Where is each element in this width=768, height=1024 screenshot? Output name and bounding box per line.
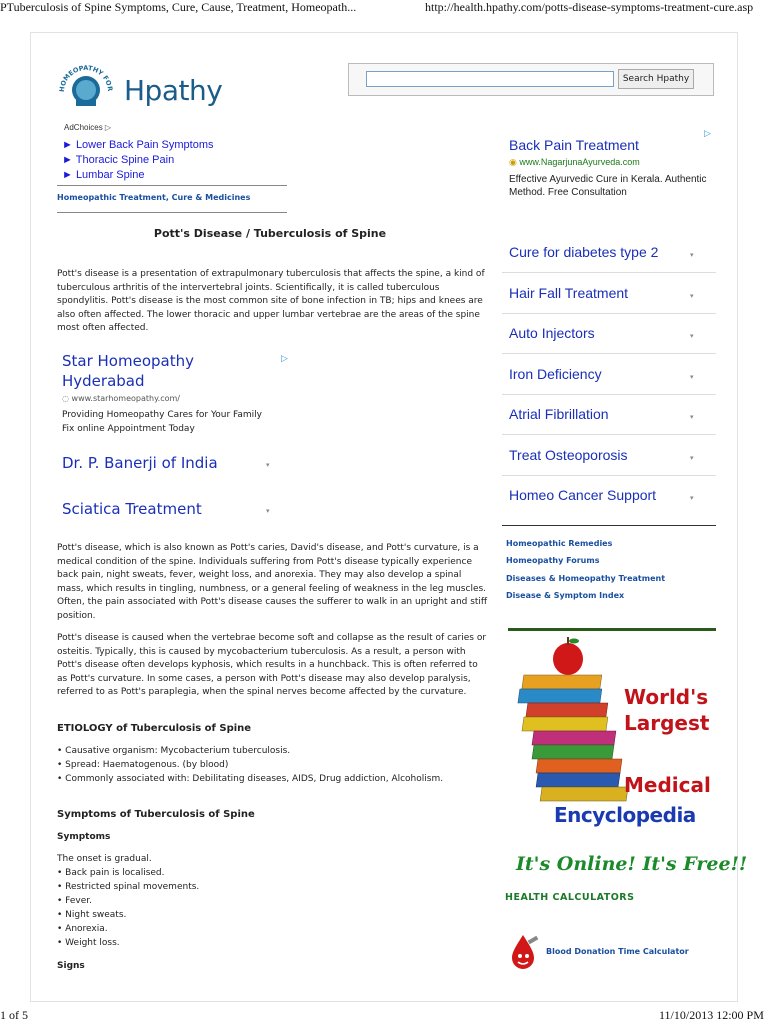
onset-text: The onset is gradual. bbox=[57, 854, 152, 864]
page-title: Pott's Disease / Tuberculosis of Spine bbox=[153, 227, 387, 240]
list-item: • Fever. bbox=[57, 896, 92, 906]
divider bbox=[502, 525, 716, 526]
search-input[interactable] bbox=[366, 71, 614, 87]
adchoices-icon[interactable]: ▷ bbox=[704, 129, 711, 139]
ad-title-back-pain-treatment[interactable]: Back Pain Treatment bbox=[509, 137, 639, 153]
etiology-heading: ETIOLOGY of Tuberculosis of Spine bbox=[57, 723, 252, 734]
blood-drop-icon bbox=[504, 932, 542, 974]
print-timestamp: 11/10/2013 12:00 PM bbox=[659, 1008, 764, 1022]
list-item: • Restricted spinal movements. bbox=[57, 882, 200, 892]
adchoices-icon: ▷ bbox=[104, 123, 112, 132]
list-item: • Back pain is localised. bbox=[57, 868, 165, 878]
signs-subheading: Signs bbox=[57, 961, 85, 971]
ad-link-iron-deficiency[interactable]: Iron Deficiency bbox=[509, 366, 602, 382]
ad-url[interactable]: ◌ www.starhomeopathy.com/ bbox=[62, 394, 181, 403]
adchoices-label[interactable]: AdChoices ▷ bbox=[64, 123, 112, 132]
ad-link-hair-fall[interactable]: Hair Fall Treatment bbox=[509, 285, 629, 301]
globe-icon: ◉ bbox=[509, 157, 517, 167]
chevron-down-icon: ▾ bbox=[690, 251, 694, 259]
ad-description: Effective Ayurvedic Cure in Kerala. Authentic Method. Free Consultation bbox=[509, 174, 707, 198]
adchoices-icon[interactable]: ▷ bbox=[281, 354, 288, 364]
nav-diseases-treatment[interactable]: Diseases & Homeopathy Treatment bbox=[506, 574, 666, 583]
ad-link-dr-banerji[interactable]: Dr. P. Banerji of India bbox=[62, 454, 218, 472]
article-paragraph: Pott's disease, which is also known as Pott's caries, David's disease, and Pott's curvature, is a medical condition of the spine. Individuals suffering from Pott's disease typically experience back pain, night sweats, fever, weight loss, and anorexia. They may also develop a spinal mass, which results in tingling, numbness, or a general feeling of weakness in the leg muscles. Often, the pain associated with Pott's disease causes the sufferer to walk in an upright and stiff position. bbox=[57, 543, 488, 621]
blood-donation-calculator-link[interactable]: Blood Donation Time Calculator bbox=[546, 947, 689, 956]
encyclopedia-line1: World's bbox=[624, 685, 709, 709]
nav-homeopathic-remedies[interactable]: Homeopathic Remedies bbox=[506, 539, 613, 548]
list-item: • Causative organism: Mycobacterium tuberculosis. bbox=[57, 746, 291, 756]
encyclopedia-banner[interactable] bbox=[508, 628, 748, 886]
ad-link-osteoporosis[interactable]: Treat Osteoporosis bbox=[509, 447, 628, 463]
ad-link-sciatica[interactable]: Sciatica Treatment bbox=[62, 500, 202, 518]
list-item: • Commonly associated with: Debilitating diseases, AIDS, Drug addiction, Alcoholism. bbox=[57, 774, 444, 784]
ad-link-lumbar-spine[interactable]: ► Lumbar Spine bbox=[62, 169, 145, 181]
book-stack-icon bbox=[508, 631, 716, 886]
chevron-down-icon: ▾ bbox=[690, 332, 694, 340]
article-paragraph: Pott's disease is a presentation of extrapulmonary tuberculosis that affects the spine, a kind of tuberculous arthritis of the intervertebral joints. Scientifically, it is called tuberculous spondylitis. Pott's disease is the most common site of bone infection in TB; hips and knees are also often affected. The lower thoracic and upper lumbar vertebrae are the areas of the spine most often affected. bbox=[57, 269, 485, 334]
chevron-down-icon: ▾ bbox=[690, 454, 694, 462]
ad-link-diabetes[interactable]: Cure for diabetes type 2 bbox=[509, 244, 659, 260]
article-paragraph: Pott's disease is caused when the vertebrae become soft and collapse as the result of caries or osteitis. Typically, this is caused by mycobacterium tuberculosis. As a result, a person with Pott's disease often develops kyphosis, which results in a hunchback. This is often referred to as Pott's curvature. In some cases, a person with Pott's disease may also develop paralysis, referred to as Pott's paraplegia, when the spinal nerves become affected by the curvature. bbox=[57, 633, 487, 698]
ad-link-auto-injectors[interactable]: Auto Injectors bbox=[509, 325, 595, 341]
ad-title-hyderabad[interactable]: Hyderabad bbox=[62, 372, 145, 390]
search-button[interactable]: Search Hpathy bbox=[618, 69, 694, 89]
ad-url[interactable]: ◉ www.NagarjunaAyurveda.com bbox=[509, 157, 640, 167]
chevron-down-icon: ▾ bbox=[690, 373, 694, 381]
symptoms-heading: Symptoms of Tuberculosis of Spine bbox=[57, 809, 255, 820]
encyclopedia-line4: Encyclopedia bbox=[554, 803, 696, 827]
divider bbox=[57, 185, 287, 186]
hpathy-logo-emblem[interactable] bbox=[54, 58, 118, 114]
chevron-down-icon: ▾ bbox=[690, 413, 694, 421]
breadcrumb[interactable]: Homeopathic Treatment, Cure & Medicines bbox=[57, 193, 251, 202]
ad-link-cancer-support[interactable]: Homeo Cancer Support bbox=[509, 487, 657, 503]
encyclopedia-line3: Medical bbox=[624, 773, 711, 797]
chevron-down-icon: ▾ bbox=[690, 292, 694, 300]
print-page-count: 1 of 5 bbox=[0, 1008, 28, 1022]
divider bbox=[57, 212, 287, 213]
nav-homeopathy-forums[interactable]: Homeopathy Forums bbox=[506, 556, 600, 565]
globe-icon: ◌ bbox=[62, 394, 69, 403]
ad-description: Providing Homeopathy Cares for Your Family Fix online Appointment Today bbox=[62, 410, 262, 434]
encyclopedia-tagline: It's Online! It's Free!! bbox=[516, 853, 748, 875]
chevron-down-icon: ▾ bbox=[266, 507, 270, 515]
print-page-title: PTuberculosis of Spine Symptoms, Cure, Cause, Treatment, Homeopath... bbox=[0, 0, 357, 14]
list-item: • Anorexia. bbox=[57, 924, 108, 934]
encyclopedia-line2: Largest bbox=[624, 711, 710, 735]
ad-link-thoracic-spine[interactable]: ► Thoracic Spine Pain bbox=[62, 154, 175, 166]
list-item: • Weight loss. bbox=[57, 938, 120, 948]
ad-link-atrial-fibrillation[interactable]: Atrial Fibrillation bbox=[509, 406, 609, 422]
list-item: • Night sweats. bbox=[57, 910, 127, 920]
nav-disease-symptom-index[interactable]: Disease & Symptom Index bbox=[506, 591, 625, 600]
ad-title-star-homeopathy[interactable]: Star Homeopathy bbox=[62, 352, 194, 370]
logo-ring-text: HOMEOPATHY FOR bbox=[57, 63, 115, 93]
list-item: • Spread: Haematogenous. (by blood) bbox=[57, 760, 229, 770]
chevron-down-icon: ▾ bbox=[266, 461, 270, 469]
symptoms-subheading: Symptoms bbox=[57, 832, 111, 842]
ad-link-lower-back-pain[interactable]: ► Lower Back Pain Symptoms bbox=[62, 139, 214, 151]
print-url: http://health.hpathy.com/potts-disease-symptoms-treatment-cure.asp bbox=[425, 0, 754, 14]
site-logo-text[interactable]: Hpathy bbox=[124, 74, 223, 107]
chevron-down-icon: ▾ bbox=[690, 494, 694, 502]
health-calculators-heading: HEALTH CALCULATORS bbox=[505, 892, 635, 903]
